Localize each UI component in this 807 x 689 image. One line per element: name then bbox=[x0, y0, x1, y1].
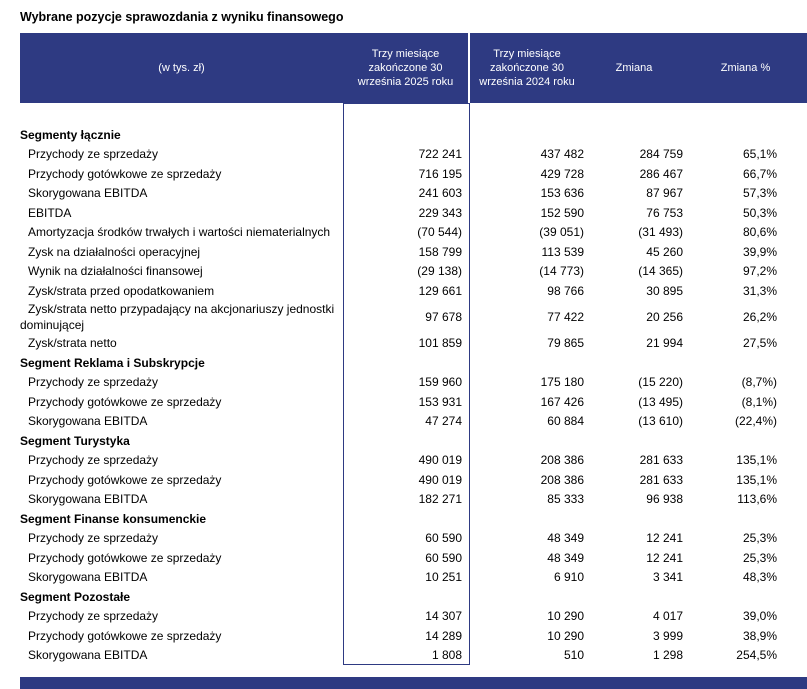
cell-q3-2025: (70 544) bbox=[417, 225, 462, 239]
cell-change-pct: 26,2% bbox=[742, 309, 777, 324]
cell-q3-2025: 14 289 bbox=[425, 628, 462, 643]
cell-q3-2024: 153 636 bbox=[540, 186, 584, 200]
cell-q3-2024: 6 910 bbox=[553, 570, 584, 584]
cell-change-pct: 31,3% bbox=[742, 283, 777, 298]
data-row bbox=[20, 262, 807, 282]
cell-q3-2025: 153 931 bbox=[418, 394, 462, 409]
cell-change: 12 241 bbox=[646, 531, 683, 545]
cell-change-pct: 113,6% bbox=[737, 492, 777, 506]
cell-q3-2025: 722 241 bbox=[418, 147, 462, 161]
cell-change: 87 967 bbox=[646, 186, 683, 200]
cell-change: 4 017 bbox=[652, 609, 683, 623]
cell-q3-2025: 159 960 bbox=[418, 375, 462, 389]
cell-change: 3 999 bbox=[652, 628, 683, 643]
table-body bbox=[20, 103, 807, 665]
cell-q3-2024: 152 590 bbox=[540, 205, 584, 220]
cell-change: 1 298 bbox=[652, 648, 683, 662]
cell-q3-2024: 48 349 bbox=[547, 531, 584, 545]
header-cell-change-label: Zmiana bbox=[615, 61, 653, 74]
cell-change: 3 341 bbox=[652, 570, 683, 584]
cell-q3-2025: 182 271 bbox=[418, 492, 462, 506]
cell-q3-2024: 60 884 bbox=[547, 414, 584, 428]
header-cell-q3-2025-label: Trzy miesiące zakończone 30 września 2025 roku bbox=[357, 47, 454, 89]
cell-change-pct: 135,1% bbox=[736, 453, 777, 467]
cell-change: 286 467 bbox=[639, 166, 683, 181]
header-cell-q3-2024 bbox=[470, 33, 584, 103]
cell-q3-2025: 490 019 bbox=[418, 453, 462, 467]
cell-change-pct: 97,2% bbox=[742, 264, 777, 278]
cell-q3-2025: 10 251 bbox=[425, 570, 462, 584]
section-header: Segment Turystyka bbox=[20, 433, 130, 448]
cell-q3-2024: (39 051) bbox=[539, 225, 584, 239]
cell-change-pct: 27,5% bbox=[742, 336, 777, 350]
cell-q3-2025: 97 678 bbox=[425, 309, 462, 324]
data-row bbox=[20, 242, 807, 262]
cell-q3-2024: 208 386 bbox=[540, 453, 584, 467]
header-cell-unit-label: (w tys. zł) bbox=[158, 61, 205, 74]
cell-q3-2025: 129 661 bbox=[418, 283, 462, 298]
section-header: Segment Finanse konsumenckie bbox=[20, 511, 207, 526]
data-row bbox=[20, 646, 807, 666]
cell-change-pct: 65,1% bbox=[742, 147, 777, 161]
cell-change-pct: 254,5% bbox=[736, 648, 777, 662]
data-row bbox=[20, 164, 807, 184]
cell-change: 76 753 bbox=[646, 205, 683, 220]
cell-q3-2025: 490 019 bbox=[418, 472, 462, 487]
page-title: Wybrane pozycje sprawozdania z wyniku finansowego bbox=[20, 10, 344, 24]
row-label: Zysk/strata netto bbox=[28, 336, 117, 350]
cell-q3-2025: 101 859 bbox=[418, 336, 462, 350]
header-cell-unit bbox=[20, 33, 343, 103]
row-label: Przychody gotówkowe ze sprzedaży bbox=[28, 394, 222, 409]
header-cell-change-pct bbox=[684, 33, 807, 103]
cell-q3-2025: 14 307 bbox=[425, 609, 462, 623]
data-row bbox=[20, 203, 807, 223]
cell-q3-2024: 175 180 bbox=[540, 375, 584, 389]
data-row bbox=[20, 470, 807, 490]
row-label: Przychody ze sprzedaży bbox=[28, 375, 159, 389]
cell-change: 96 938 bbox=[646, 492, 683, 506]
row-label: Przychody gotówkowe ze sprzedaży bbox=[28, 166, 222, 181]
data-row bbox=[20, 626, 807, 646]
cell-q3-2024: (14 773) bbox=[539, 264, 584, 278]
data-row bbox=[20, 392, 807, 412]
row-label: Skorygowana EBITDA bbox=[28, 186, 148, 200]
cell-change: (31 493) bbox=[638, 225, 683, 239]
data-row bbox=[20, 223, 807, 243]
cell-q3-2025: 60 590 bbox=[425, 550, 462, 565]
data-row bbox=[20, 334, 807, 354]
row-label: Przychody gotówkowe ze sprzedaży bbox=[28, 550, 222, 565]
row-label: Zysk/strata netto przypadający na akcjonariuszy jednostki dominującej bbox=[20, 301, 335, 332]
cell-q3-2024: 10 290 bbox=[547, 628, 584, 643]
cell-change: 30 895 bbox=[646, 283, 683, 298]
cell-q3-2025: 47 274 bbox=[425, 414, 462, 428]
cell-q3-2024: 77 422 bbox=[547, 309, 584, 324]
row-label: Przychody ze sprzedaży bbox=[28, 531, 159, 545]
cell-change: 21 994 bbox=[646, 336, 683, 350]
cell-change-pct: 25,3% bbox=[742, 531, 777, 545]
section-header: Segment Pozostałe bbox=[20, 589, 131, 604]
cell-q3-2025: 1 808 bbox=[431, 648, 462, 662]
cell-q3-2024: 113 539 bbox=[541, 244, 584, 259]
row-label: Przychody gotówkowe ze sprzedaży bbox=[28, 628, 222, 643]
cell-change: 281 633 bbox=[639, 472, 683, 487]
row-label: Przychody ze sprzedaży bbox=[28, 453, 159, 467]
cell-q3-2024: 10 290 bbox=[547, 609, 584, 623]
cell-change-pct: 57,3% bbox=[742, 186, 777, 200]
cell-change-pct: 48,3% bbox=[742, 570, 777, 584]
row-label: Skorygowana EBITDA bbox=[28, 570, 148, 584]
row-label: Zysk na działalności operacyjnej bbox=[28, 244, 201, 259]
cell-q3-2024: 208 386 bbox=[540, 472, 584, 487]
section-row bbox=[20, 353, 807, 373]
cell-change-pct: 135,1% bbox=[736, 472, 777, 487]
data-row bbox=[20, 607, 807, 627]
cell-q3-2024: 48 349 bbox=[547, 550, 584, 565]
section-header: Segmenty łącznie bbox=[20, 127, 121, 142]
cell-q3-2025: 158 799 bbox=[418, 244, 462, 259]
data-row bbox=[20, 373, 807, 393]
cell-q3-2025: 229 343 bbox=[418, 205, 462, 220]
cell-change: 281 633 bbox=[639, 453, 683, 467]
cell-change-pct: 39,0% bbox=[742, 609, 777, 623]
cell-q3-2025: 716 195 bbox=[418, 166, 462, 181]
cell-q3-2024: 167 426 bbox=[540, 394, 584, 409]
data-row bbox=[20, 451, 807, 471]
section-row bbox=[20, 587, 807, 607]
cell-q3-2024: 429 728 bbox=[540, 166, 584, 181]
data-row bbox=[20, 184, 807, 204]
cell-q3-2025: 60 590 bbox=[425, 531, 462, 545]
cell-change-pct: (8,1%) bbox=[741, 394, 777, 409]
row-label: Skorygowana EBITDA bbox=[28, 648, 148, 662]
cell-change: 284 759 bbox=[639, 147, 683, 161]
cell-q3-2024: 510 bbox=[563, 648, 584, 662]
cell-change: 12 241 bbox=[646, 550, 683, 565]
footer-bar bbox=[20, 677, 807, 689]
data-row bbox=[20, 301, 807, 334]
cell-q3-2024: 85 333 bbox=[547, 492, 584, 506]
cell-change: 45 260 bbox=[646, 244, 683, 259]
row-label: Zysk/strata przed opodatkowaniem bbox=[28, 283, 215, 298]
data-row bbox=[20, 281, 807, 301]
row-label: Amortyzacja środków trwałych i wartości niematerialnych bbox=[28, 225, 331, 239]
header-cell-q3-2025 bbox=[343, 33, 470, 103]
cell-change-pct: 80,6% bbox=[742, 225, 777, 239]
row-label: Skorygowana EBITDA bbox=[28, 414, 148, 428]
row-label: Przychody ze sprzedaży bbox=[28, 147, 159, 161]
data-row bbox=[20, 529, 807, 549]
cell-q3-2024: 98 766 bbox=[547, 283, 584, 298]
cell-change: (13 495) bbox=[638, 394, 683, 409]
header-cell-q3-2024-label: Trzy miesiące zakończone 30 września 2024 roku bbox=[479, 47, 575, 89]
data-row bbox=[20, 568, 807, 588]
data-row bbox=[20, 145, 807, 165]
row-label: Wynik na działalności finansowej bbox=[28, 264, 203, 278]
cell-change-pct: 50,3% bbox=[742, 205, 777, 220]
section-row bbox=[20, 125, 807, 145]
row-label: Przychody ze sprzedaży bbox=[28, 609, 159, 623]
cell-change-pct: 38,9% bbox=[742, 628, 777, 643]
header-cell-change-pct-label: Zmiana % bbox=[720, 61, 771, 74]
data-row bbox=[20, 490, 807, 510]
cell-change-pct: 25,3% bbox=[742, 550, 777, 565]
data-row bbox=[20, 412, 807, 432]
cell-change: (14 365) bbox=[638, 264, 683, 278]
header-cell-change bbox=[584, 33, 684, 103]
row-label: Przychody gotówkowe ze sprzedaży bbox=[28, 472, 222, 487]
section-header: Segment Reklama i Subskrypcje bbox=[20, 355, 205, 370]
cell-change-pct: (22,4%) bbox=[734, 414, 777, 428]
cell-q3-2025: 241 603 bbox=[418, 186, 462, 200]
cell-change-pct: (8,7%) bbox=[741, 375, 777, 389]
data-row bbox=[20, 548, 807, 568]
section-row bbox=[20, 509, 807, 529]
cell-change: (13 610) bbox=[638, 414, 683, 428]
cell-change-pct: 39,9% bbox=[742, 244, 777, 259]
cell-change: (15 220) bbox=[638, 375, 683, 389]
cell-q3-2025: (29 138) bbox=[417, 264, 462, 278]
cell-q3-2024: 79 865 bbox=[547, 336, 584, 350]
section-row bbox=[20, 431, 807, 451]
row-label: Skorygowana EBITDA bbox=[28, 492, 148, 506]
cell-change-pct: 66,7% bbox=[742, 166, 777, 181]
table-header bbox=[20, 33, 807, 103]
row-label: EBITDA bbox=[28, 205, 72, 220]
cell-change: 20 256 bbox=[646, 309, 683, 324]
cell-q3-2024: 437 482 bbox=[540, 147, 584, 161]
